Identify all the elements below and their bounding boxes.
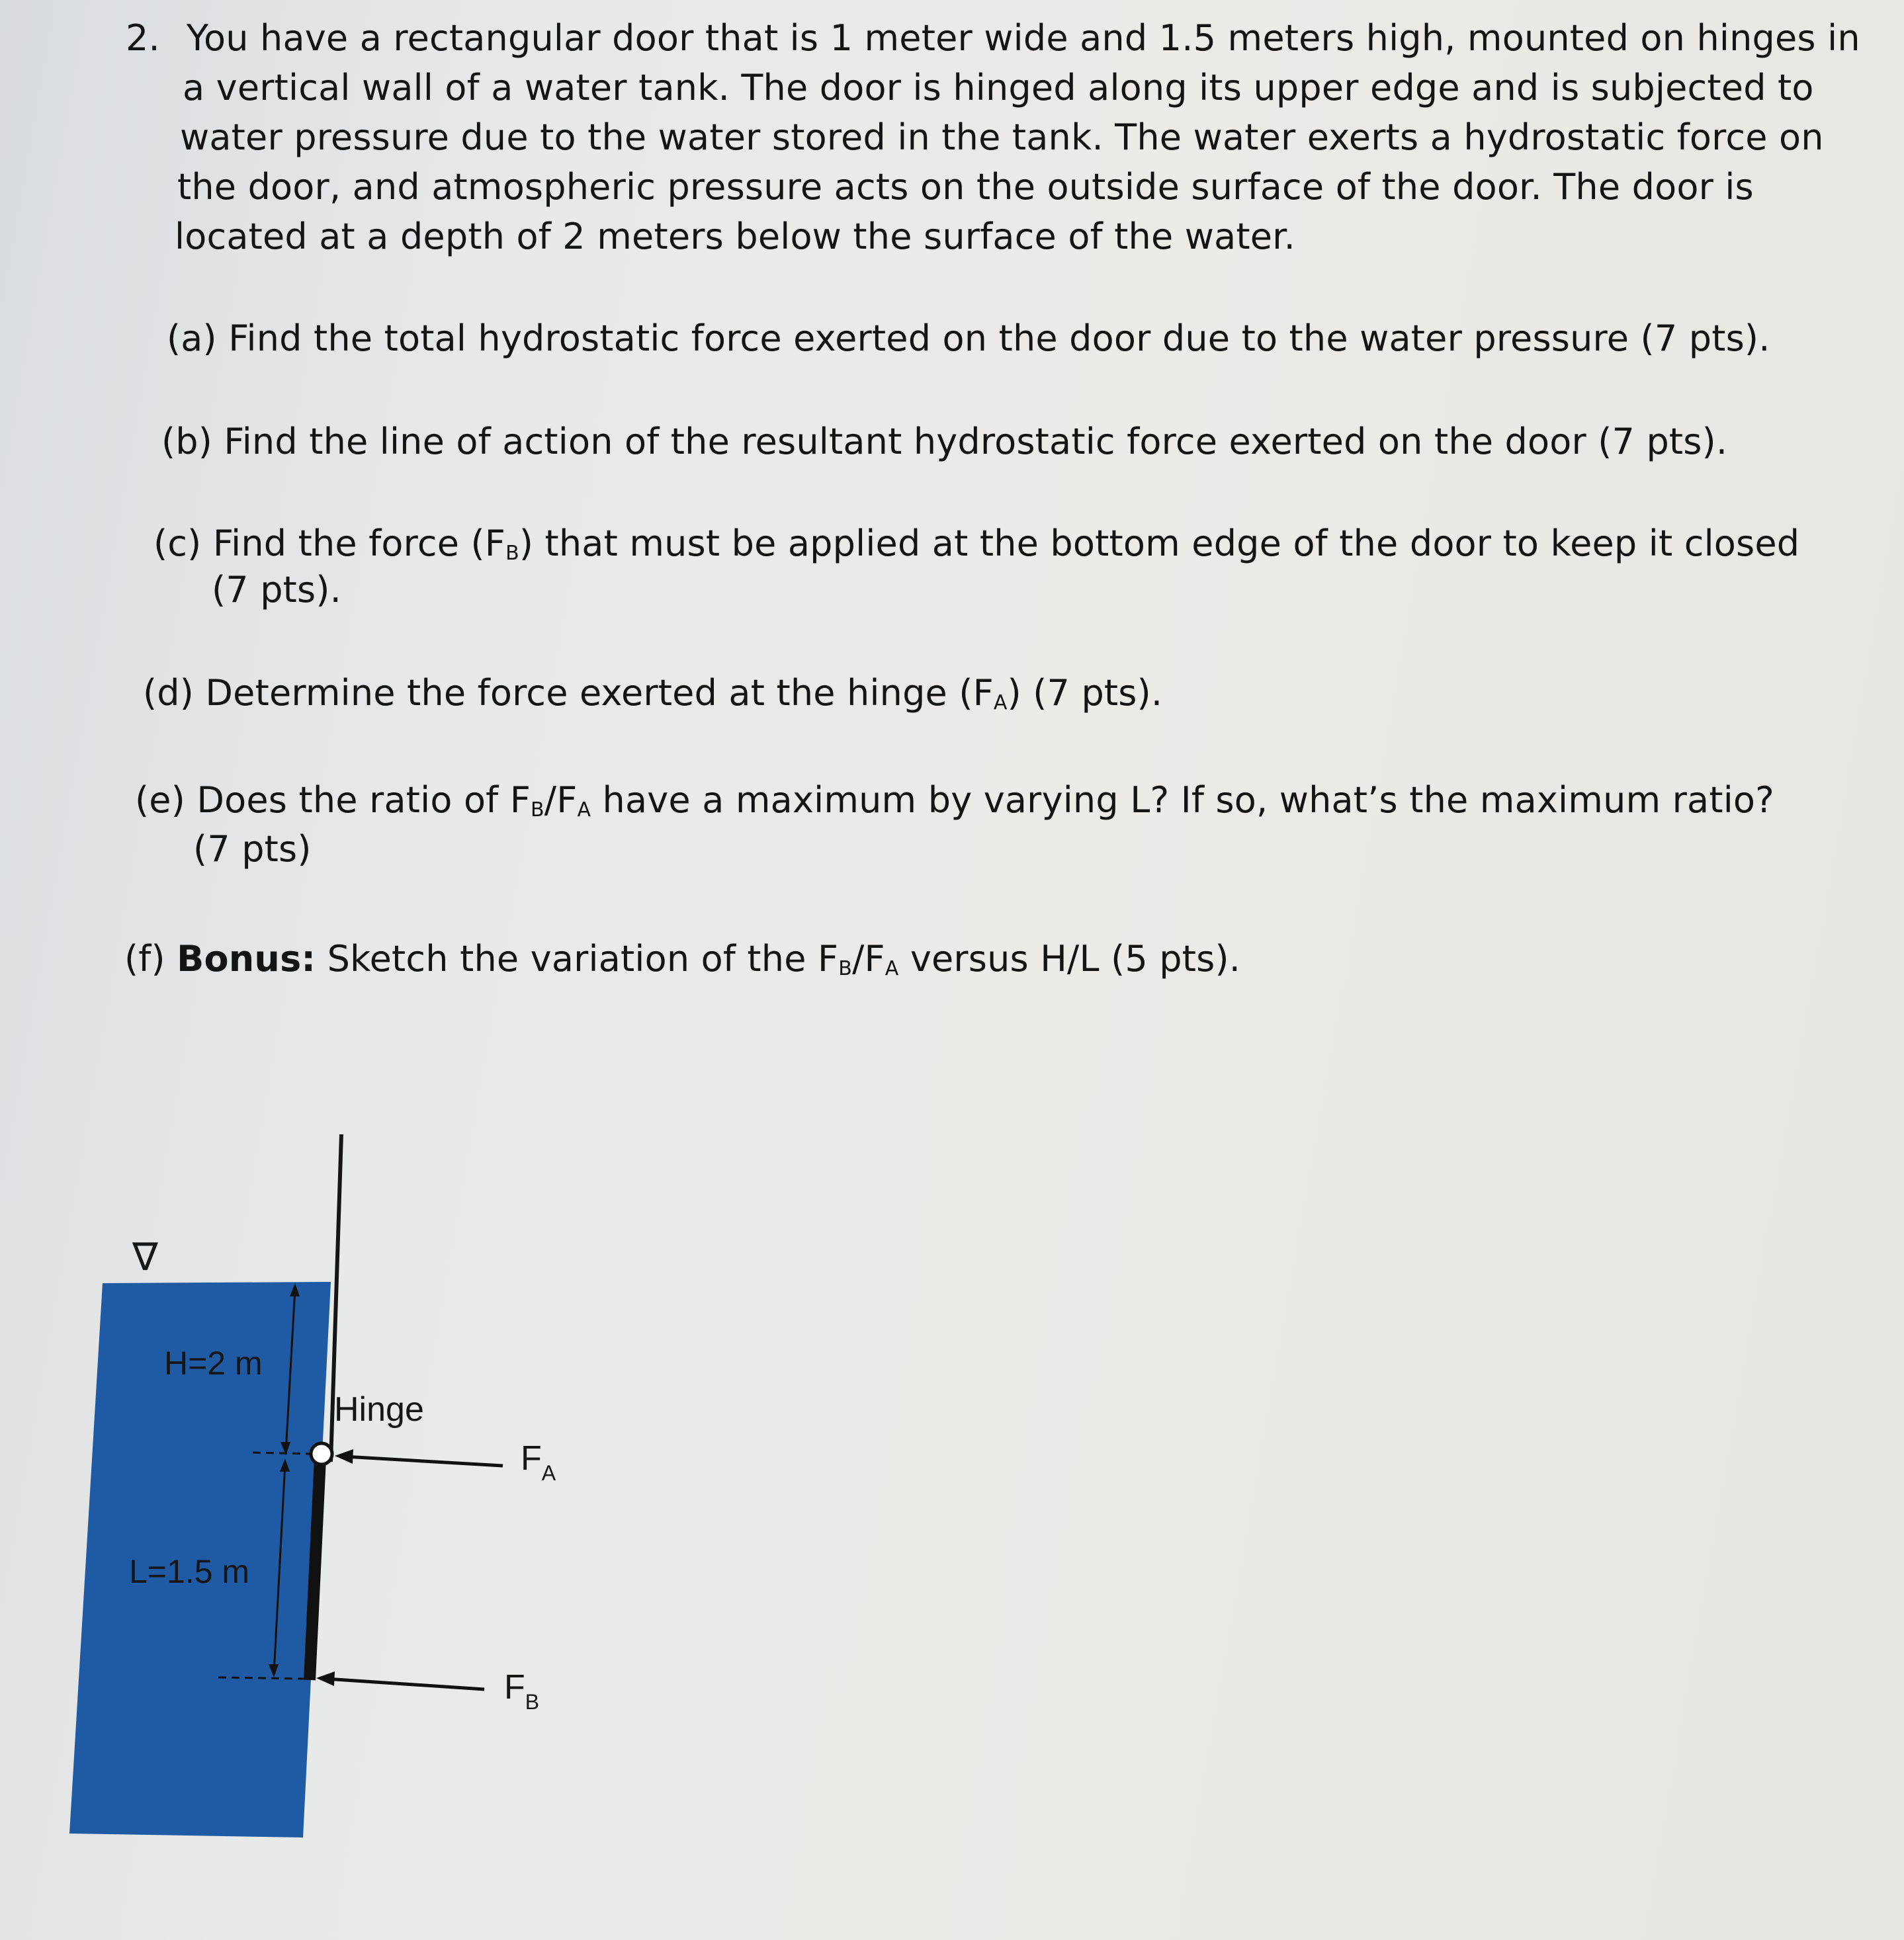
part-d-subscript: A — [993, 691, 1008, 714]
part-d-text-pre: Determine the force exerted at the hinge (F — [205, 672, 994, 714]
intro-line-5: located at a depth of 2 meters below the surface of the water. — [175, 216, 1295, 257]
part-a-text: Find the total hydrostatic force exerted on the door due to the water pressure (7 pts). — [228, 317, 1770, 359]
part-c-line-2: (7 pts). — [212, 569, 342, 611]
intro-line-1: You have a rectangular door that is 1 meter wide and 1.5 meters high, mounted on hinges in — [187, 17, 1860, 59]
part-f-bonus: Bonus: — [177, 938, 316, 980]
part-b-text: Find the line of action of the resultant hydrostatic force exerted on the door (7 pts). — [224, 421, 1728, 462]
fa-arrow-shaft — [344, 1456, 503, 1466]
hinge-label: Hinge — [334, 1390, 424, 1429]
intro-line-4: the door, and atmospheric pressure acts on the outside surface of the door. The door is — [177, 166, 1754, 208]
hinge-icon — [311, 1443, 332, 1464]
part-e-subscript-b: B — [531, 798, 544, 822]
part-c-text-pre: Find the force (F — [212, 523, 506, 564]
intro-line-2: a vertical wall of a water tank. The door is hinged along its upper edge and is subjected to — [183, 67, 1814, 108]
part-e-text-pre: Does the ratio of F — [196, 779, 531, 821]
part-f-subscript-b: B — [838, 957, 853, 980]
fb-arrow-shaft — [325, 1679, 484, 1689]
fb-arrowhead-icon — [316, 1671, 335, 1686]
part-f-label: (f) — [124, 938, 165, 980]
fa-arrowhead-icon — [335, 1449, 353, 1464]
fa-label: $F_A$ — [521, 1439, 556, 1485]
part-b — [161, 421, 1727, 463]
part-c-label: (c) — [153, 523, 202, 564]
part-e-subscript-a: A — [577, 798, 591, 822]
part-b-label: (b) — [161, 421, 213, 462]
fb-label: $F_B$ — [504, 1668, 540, 1714]
part-c — [153, 523, 1799, 575]
problem-number: 2. — [126, 17, 160, 59]
part-f-subscript-a: A — [885, 957, 899, 980]
part-e-label: (e) — [135, 779, 185, 821]
part-c-subscript: B — [505, 542, 519, 565]
tank-door-diagram — [0, 1091, 662, 1852]
part-e-text-post: have a maximum by varying L? If so, what’s the maximum ratio? — [591, 779, 1775, 821]
l-dimension-label: L=1.5 m — [129, 1553, 250, 1590]
part-f-slash: /F — [852, 938, 885, 980]
part-a-label: (a) — [167, 317, 217, 359]
part-e-line-2: (7 pts) — [193, 828, 312, 870]
h-dimension-label: H=2 m — [164, 1345, 263, 1382]
part-c-text-post: ) that must be applied at the bottom edge of the door to keep it closed — [519, 523, 1800, 564]
part-f — [124, 938, 1240, 990]
part-d — [143, 672, 1162, 724]
part-a — [167, 317, 1770, 360]
intro-line-3: water pressure due to the water stored in the tank. The water exerts a hydrostatic force on — [180, 116, 1824, 158]
part-f-text-post: versus H/L (5 pts). — [898, 938, 1241, 980]
free-surface-icon: ∇ — [132, 1236, 158, 1279]
part-d-label: (d) — [143, 672, 195, 714]
part-e — [135, 779, 1774, 831]
part-f-text-pre: Sketch the variation of the F — [316, 938, 839, 980]
part-e-slash: /F — [544, 779, 578, 821]
part-d-text-post: ) (7 pts). — [1007, 672, 1163, 714]
